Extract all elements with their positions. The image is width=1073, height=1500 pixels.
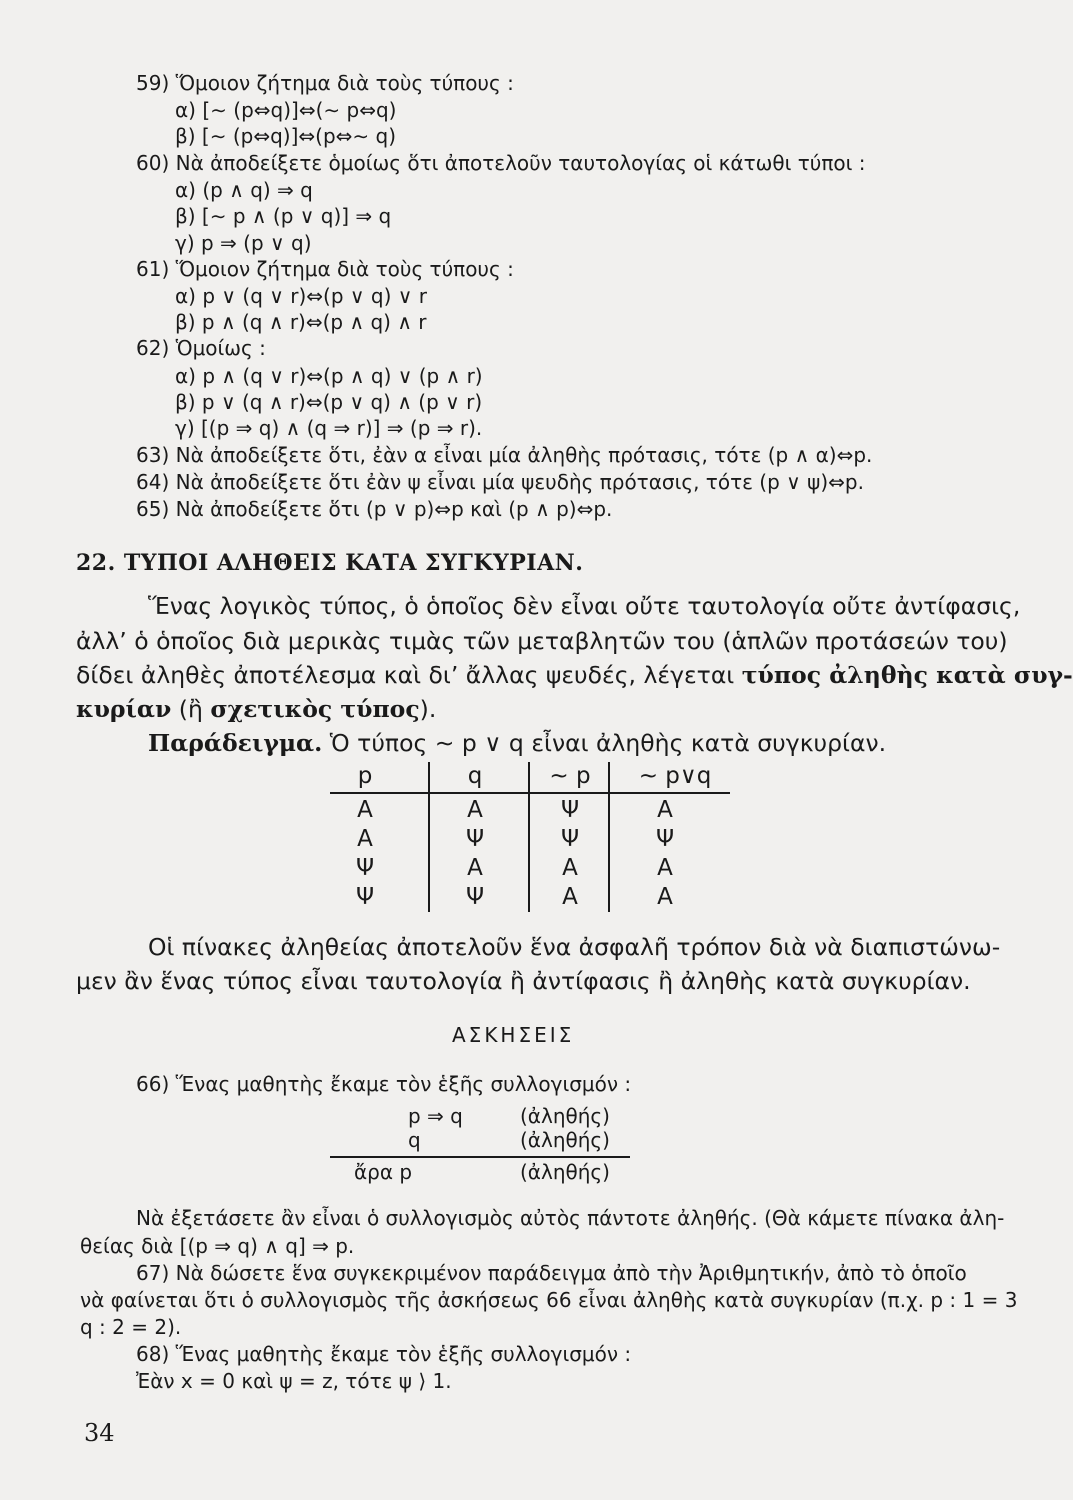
table-cell: Α [467,855,483,881]
paragraph-1-line-3 [76,660,1073,690]
syllogism-note: (ἀληθής) [520,1160,610,1184]
syllogism-rule [330,1156,630,1158]
paragraph-2-line-1: Οἱ πίνακες ἀληθείας ἀποτελοῦν ἕνα ἀσφαλῆ τρόπον διὰ νὰ διαπιστώνω- [148,933,1001,961]
exercise-68-text-1: 68) Ἕνας μαθητὴς ἔκαμε τὸν ἑξῆς συλλογισμόν : [136,1342,632,1366]
exercise-59-b: β) [∼ (p⇔q)]⇔(p⇔∼ q) [175,124,397,148]
term-bold-2: κυρίαν [76,695,172,723]
syllogism-note: (ἀληθής) [520,1128,610,1152]
table-cell: Α [357,826,373,852]
example-label: Παράδειγμα. [148,729,323,757]
paragraph-1-line-4 [76,694,436,724]
paragraph-2-line-2: μεν ἂν ἕνας τύπος εἶναι ταυτολογία ἢ ἀντίφασις ἢ ἀληθὴς κατὰ συγκυρίαν. [76,967,971,995]
syllogism-conclusion: ἄρα p [354,1160,413,1184]
exercise-65: 65) Νὰ ἀποδείξετε ὅτι (p ∨ p)⇔p καὶ (p ∧ p)⇔p. [136,497,613,521]
exercise-60-title: 60) Νὰ ἀποδείξετε ὁμοίως ὅτι ἀποτελοῦν ταυτολογίας οἱ κάτωθι τύποι : [136,151,866,175]
exercise-61-title: 61) Ὅμοιον ζήτημα διὰ τοὺς τύπους : [136,257,514,281]
table-cell: Α [657,797,673,823]
table-cell: Α [467,797,483,823]
term-bold-3: σχετικὸς τύπος [210,695,420,723]
table-cell: Α [657,884,673,910]
exercise-63: 63) Νὰ ἀποδείξετε ὅτι, ἐὰν α εἶναι μία ἀληθὴς πρότασις, τότε (p ∧ α)⇔p. [136,443,873,467]
exercises-title: ΑΣΚΗΣΕΙΣ [452,1023,575,1047]
table-cell: Ψ [465,826,485,852]
exercise-61-b: β) p ∧ (q ∧ r)⇔(p ∧ q) ∧ r [175,310,427,334]
paren-open: (ἢ [171,695,211,723]
exercise-60-b: β) [∼ p ∧ (p ∨ q)] ⇒ q [175,204,392,228]
exercise-67-text-1: 67) Νὰ δώσετε ἕνα συγκεκριμένον παράδειγμα ἀπὸ τὴν Ἀριθμητικήν, ἀπὸ τὸ ὁποῖο [136,1261,967,1285]
table-cell: Ψ [560,826,580,852]
paragraph-1-line-3-text: δίδει ἀληθὲς ἀποτέλεσμα καὶ δι’ ἄλλας ψευδές, λέγεται [76,661,742,689]
exercise-64: 64) Νὰ ἀποδείξετε ὅτι ἐὰν ψ εἶναι μία ψευδὴς πρότασις, τότε (p ∨ ψ)⇔p. [136,470,864,494]
exercise-60-a: α) (p ∧ q) ⇒ q [175,178,313,202]
table-cell: Α [562,855,578,881]
exercise-62-b: β) p ∨ (q ∧ r)⇔(p ∨ q) ∧ (p ∨ r) [175,390,483,414]
exercise-60-c: γ) p ⇒ (p ∨ q) [175,231,312,255]
exercise-62-a: α) p ∧ (q ∨ r)⇔(p ∧ q) ∨ (p ∧ r) [175,364,483,388]
table-cell: Ψ [355,884,375,910]
exercise-67-text-3: q : 2 = 2). [80,1315,182,1339]
exercise-67-text-2: νὰ φαίνεται ὅτι ὁ συλλογισμὸς τῆς ἀσκήσεως 66 εἶναι ἀληθὴς κατὰ συγκυρίαν (π.χ. p : 1 = 3 [80,1288,1018,1312]
table-header: ∼ p [549,763,591,789]
exercise-66-text-2: θείας διὰ [(p ⇒ q) ∧ q] ⇒ p. [80,1234,355,1258]
syllogism-block [330,1100,660,1190]
exercise-66-title: 66) Ἕνας μαθητὴς ἔκαμε τὸν ἑξῆς συλλογισμόν : [136,1072,632,1096]
paragraph-1-line-1: Ἕνας λογικὸς τύπος, ὁ ὁποῖος δὲν εἶναι οὔτε ταυτολογία οὔτε ἀντίφασις, [148,592,1021,620]
example-line [148,728,886,758]
table-header: p [357,763,373,789]
term-bold-1: τύπος ἀληθὴς κατὰ συγ- [741,661,1073,689]
table-cell: Ψ [560,797,580,823]
table-header: ∼ p∨q [638,763,712,789]
section-heading: 22. ΤΥΠΟΙ ΑΛΗΘΕΙΣ ΚΑΤΑ ΣΥΓΚΥΡΙΑΝ. [76,550,584,576]
exercise-59-title: 59) Ὅμοιον ζήτημα διὰ τοὺς τύπους : [136,71,514,95]
syllogism-premise: p ⇒ q [408,1104,463,1128]
paren-close: ). [419,695,437,723]
table-cell: Ψ [355,855,375,881]
exercise-62-title: 62) Ὁμοίως : [136,336,266,360]
table-cell: Α [562,884,578,910]
table-cell: Α [357,797,373,823]
exercise-66-text-1: Νὰ ἐξετάσετε ἂν εἶναι ὁ συλλογισμὸς αὐτὸς πάντοτε ἀληθής. (Θὰ κάμετε πίνακα ἀλη- [136,1206,1005,1230]
syllogism-note: (ἀληθής) [520,1104,610,1128]
exercise-68-text-2: Ἐὰν x = 0 καὶ ψ = z, τότε ψ ⟩ 1. [136,1369,452,1393]
exercise-59-a: α) [∼ (p⇔q)]⇔(∼ p⇔q) [175,98,397,122]
table-cell: Ψ [465,884,485,910]
exercise-62-c: γ) [(p ⇒ q) ∧ (q ⇒ r)] ⇒ (p ⇒ r). [175,416,483,440]
table-header: q [467,763,483,789]
truth-table [330,762,730,912]
table-cell: Ψ [655,826,675,852]
syllogism-premise: q [408,1128,421,1152]
example-text: Ὁ τύπος ∼ p ∨ q εἶναι ἀληθὴς κατὰ συγκυρίαν. [322,729,887,757]
paragraph-1-line-2: ἀλλ’ ὁ ὁποῖος διὰ μερικὰς τιμὰς τῶν μεταβλητῶν του (ἁπλῶν προτάσεών του) [76,627,1008,655]
exercise-61-a: α) p ∨ (q ∨ r)⇔(p ∨ q) ∨ r [175,284,427,308]
table-cell: Α [657,855,673,881]
page-number: 34 [84,1419,115,1447]
table-header-rule [330,792,730,794]
